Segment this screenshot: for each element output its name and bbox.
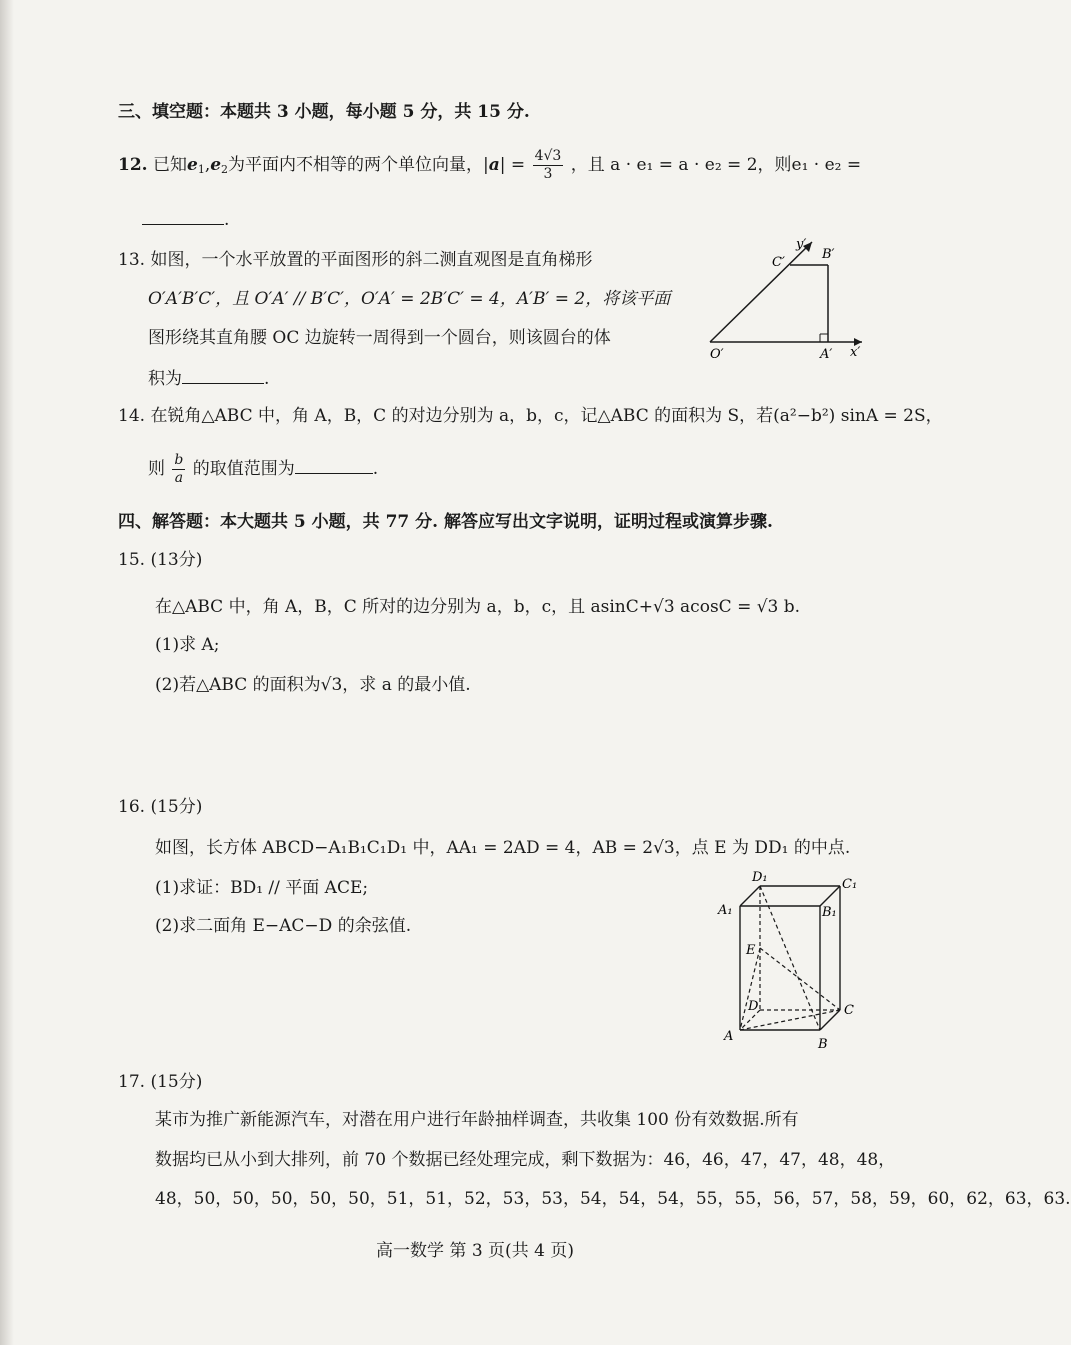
q16-cuboid-figure: [710, 868, 870, 1058]
q12-text-4: ，且 a · e₁ = a · e₂ = 2，则e₁ · e₂ =: [570, 155, 862, 175]
fig16-D: D: [748, 999, 759, 1014]
fig16-D1: D₁: [752, 870, 768, 885]
q12-text-1: 已知: [152, 155, 187, 175]
question-17-line-1: 某市为推广新能源汽车，对潜在用户进行年龄抽样调查，共收集 100 份有效数据.所有: [155, 1110, 799, 1130]
question-13-line-3: 图形绕其直角腰 OC 边旋转一周得到一个圆台，则该圆台的体: [148, 328, 611, 348]
q12-e1: e: [186, 155, 198, 175]
q13-text-4: 积为: [148, 369, 182, 389]
question-15-part-1: (1)求 A;: [155, 635, 220, 655]
fig16-B1: B₁: [822, 905, 837, 920]
q14-answer-blank[interactable]: [295, 455, 373, 474]
q14-frac-den: a: [174, 470, 184, 486]
q14-tail: .: [372, 459, 379, 479]
q14-frac-num: b: [174, 452, 184, 468]
fig13-o-label: O′: [710, 347, 724, 362]
question-12-line-1: 12. 已知$e_1,e_2$为平面内不相等的两个单位向量，|a| = $\frac{4√3}{3}$ ，且 a · e₁ = a · e₂ = 2，则e₁ · e₂ =: [118, 148, 862, 182]
q14-fraction: [172, 452, 185, 487]
q13-answer-blank[interactable]: [182, 365, 264, 384]
question-12-line-2: [142, 206, 229, 232]
fig13-y-label: y′: [796, 237, 807, 252]
q14-text-post: 的取值范围为: [192, 459, 295, 479]
fig16-C: C: [844, 1003, 854, 1018]
fig13-c-label: C′: [772, 255, 785, 270]
fig16-A: A: [724, 1029, 734, 1044]
question-17-line-3: 48，50，50，50，50，50，51，51，52，53，53，54，54，54，55，55，56，57，58，59，60，62，63，63.: [155, 1189, 1071, 1209]
fig16-A1: A₁: [718, 903, 733, 918]
question-15-header: 15. (13分): [118, 550, 203, 570]
q12-tail: .: [224, 210, 230, 230]
fig16-E: E: [746, 943, 756, 958]
q12-frac-num: 4√3: [534, 148, 562, 164]
q12-frac-den: 3: [543, 166, 553, 182]
q12-vector-a: a: [488, 155, 500, 175]
page-footer: 高一数学 第 3 页(共 4 页): [376, 1241, 574, 1261]
q12-fraction: [533, 148, 564, 183]
q12-text-2: 为平面内不相等的两个单位向量，|: [228, 155, 489, 175]
fig16-B: B: [818, 1037, 828, 1052]
q13-tail: .: [264, 369, 270, 389]
question-16-header: 16. (15分): [118, 797, 203, 817]
question-13-line-2: O′A′B′C′，且 O′A′ // B′C′，O′A′ = 2B′C′ = 4，A′B′ = 2，将该平面: [148, 289, 671, 309]
fig13-x-label: x′: [850, 345, 861, 360]
section-3-heading: 三、填空题：本题共 3 小题，每小题 5 分，共 15 分.: [118, 102, 530, 122]
question-14-line-1: 14. 在锐角△ABC 中，角 A，B，C 的对边分别为 a，b，c，记△ABC 的面积为 S，若(a²−b²) sinA = 2S，: [118, 406, 943, 426]
fig13-b-label: B′: [822, 247, 835, 262]
q13-trapezoid-figure: [690, 230, 870, 370]
fig16-C1: C₁: [842, 877, 858, 892]
question-15-stem: 在△ABC 中，角 A，B，C 所对的边分别为 a，b，c，且 asinC+√3 acosC = √3 b.: [155, 597, 801, 617]
question-14-line-2: [148, 452, 378, 487]
question-16-part-1: (1)求证：BD₁ // 平面 ACE;: [155, 878, 369, 898]
q14-text-pre: 则: [148, 459, 165, 479]
section-4-heading: 四、解答题：本大题共 5 小题，共 77 分. 解答应写出文字说明，证明过程或演算步骤.: [118, 512, 773, 532]
question-16-stem: 如图，长方体 ABCD−A₁B₁C₁D₁ 中，AA₁ = 2AD = 4，AB = 2√3，点 E 为 DD₁ 的中点.: [155, 838, 851, 858]
question-17-header: 17. (15分): [118, 1072, 203, 1092]
q12-answer-blank[interactable]: [142, 206, 224, 225]
scan-edge-shadow: [0, 0, 14, 1345]
fig13-a-label: A′: [820, 347, 833, 362]
question-17-line-2: 数据均已从小到大排列，前 70 个数据已经处理完成，剩下数据为：46，46，47，47，48，48，: [155, 1150, 896, 1170]
question-15-part-2: (2)若△ABC 的面积为√3，求 a 的最小值.: [155, 675, 471, 695]
question-13-line-4: [148, 365, 269, 391]
question-16-part-2: (2)求二面角 E−AC−D 的余弦值.: [155, 916, 412, 936]
q12-text-3: | =: [499, 155, 526, 175]
question-13-line-1: 13. 如图，一个水平放置的平面图形的斜二测直观图是直角梯形: [118, 250, 593, 270]
q12-number: 12.: [118, 155, 148, 175]
